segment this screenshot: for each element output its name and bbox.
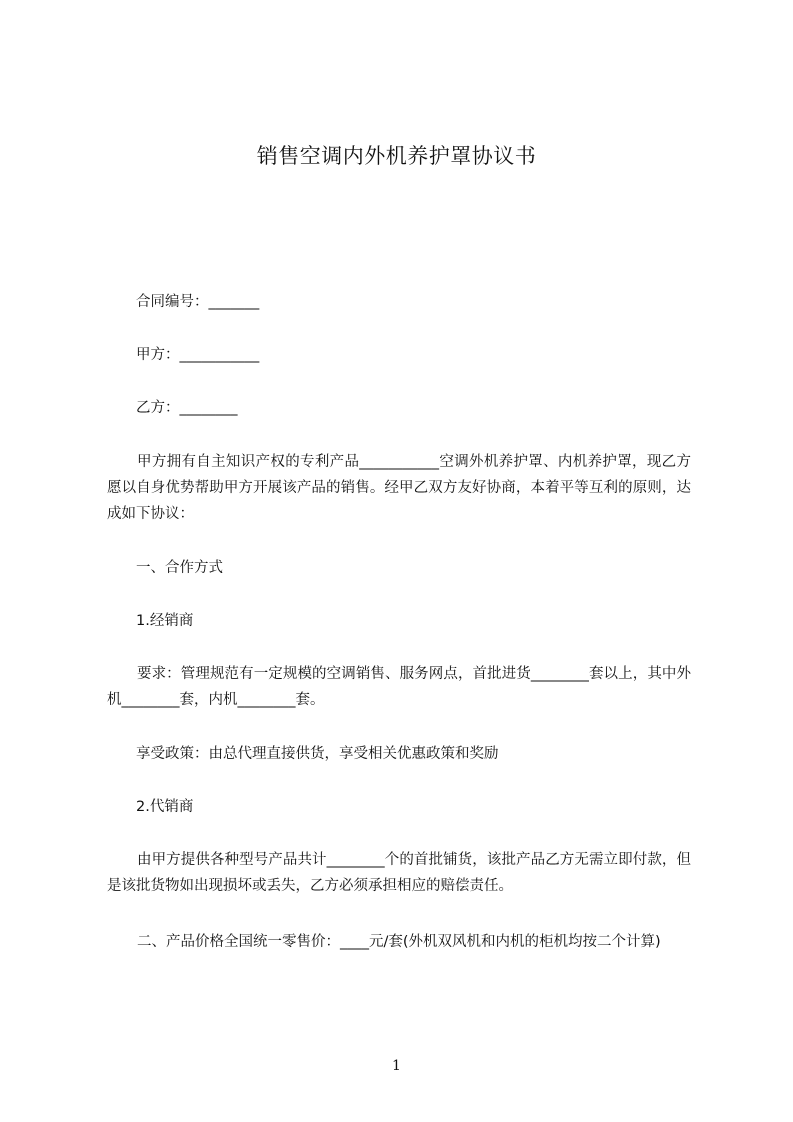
party-a-line: 甲方：___________ <box>136 347 260 363</box>
intro-paragraph: 甲方拥有自主知识产权的专利产品___________空调外机养护罩、内机养护罩，现乙方愿以自身优势帮助甲方开展该产品的销售。经甲乙双方友好协商，本着平等互利的原则，达成如下协议： <box>107 454 691 522</box>
page-number: 1 <box>392 1058 401 1074</box>
section-2-paragraph: 二、产品价格全国统一零售价：____元/套(外机双风机和内机的柜机均按二个计算) <box>137 934 661 950</box>
party-b-line: 乙方：________ <box>136 400 238 416</box>
item-1-policy-line: 享受政策：由总代理直接供货，享受相关优惠政策和奖励 <box>136 746 499 762</box>
item-2-heading: 2.代销商 <box>136 799 194 815</box>
section-1-heading: 一、合作方式 <box>136 560 223 576</box>
contract-number-line: 合同编号：_______ <box>136 294 260 310</box>
item-1-requirement-paragraph: 要求：管理规范有一定规模的空调销售、服务网点，首批进货________套以上，其中外机________套，内机________套。 <box>107 666 691 708</box>
item-2-paragraph: 由甲方提供各种型号产品共计________个的首批铺货，该批产品乙方无需立即付款，但是该批货物如出现损坏或丢失，乙方必须承担相应的赔偿责任。 <box>107 852 691 894</box>
item-1-heading: 1.经销商 <box>136 613 194 629</box>
document-title: 销售空调内外机养护罩协议书 <box>256 144 537 168</box>
